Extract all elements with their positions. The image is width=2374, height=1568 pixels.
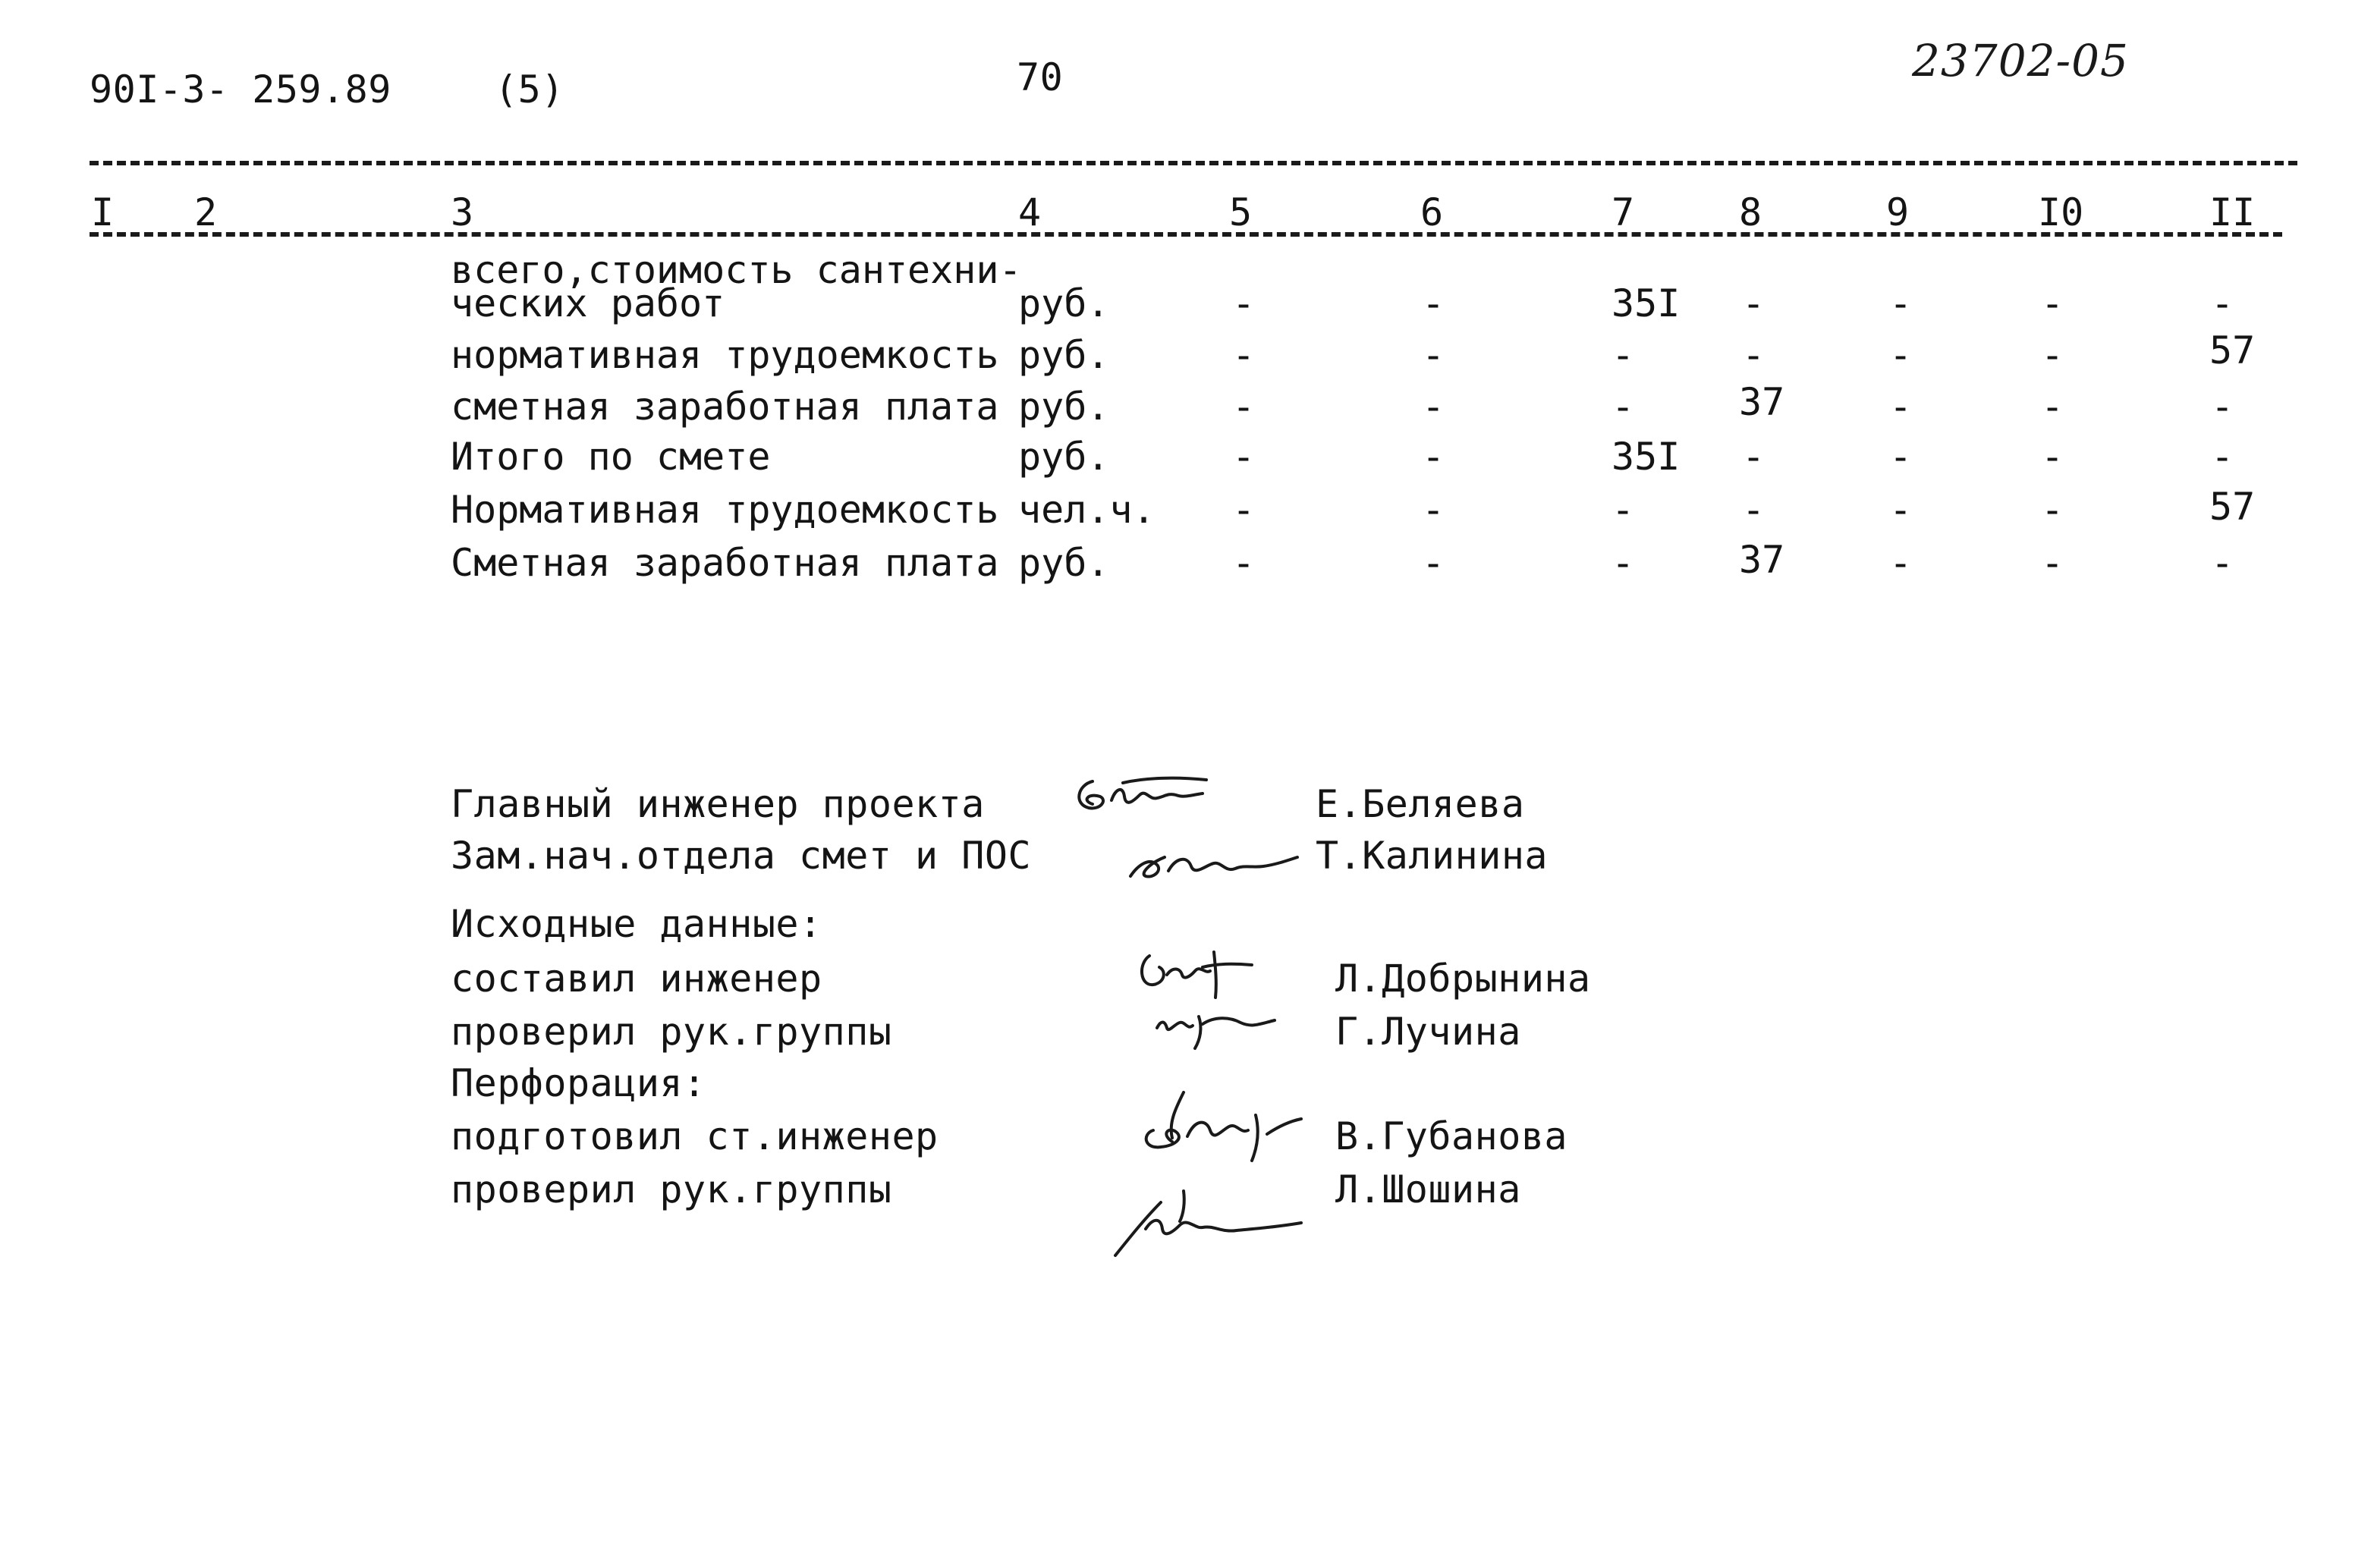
table-row-4-unit: руб. xyxy=(1018,435,1110,479)
table-row-6-col11: - xyxy=(2211,541,2234,585)
table-row-5-col7: - xyxy=(1611,488,1635,532)
table-row-1-col9: - xyxy=(1889,281,1913,325)
table-row-3-col7: - xyxy=(1611,385,1635,429)
table-row-1-description-line2: ческих работ xyxy=(451,281,725,325)
column-number-6: 6 xyxy=(1420,190,1444,234)
table-row-1-col10: - xyxy=(2041,281,2064,325)
deputy-head-role: Зам.нач.отдела смет и ПОС xyxy=(451,834,1032,878)
table-row-4-col6: - xyxy=(1422,435,1445,479)
column-number-8: 8 xyxy=(1739,190,1762,234)
signature-luchina xyxy=(1146,994,1282,1054)
table-row-4-col10: - xyxy=(2041,435,2064,479)
table-row-2-col6: - xyxy=(1422,333,1445,377)
section-number: (5) xyxy=(495,68,564,112)
prepared-by-name: В.Губанова xyxy=(1335,1114,1568,1158)
table-row-6-col7: - xyxy=(1611,541,1635,585)
table-row-5-description: Нормативная трудоемкость xyxy=(451,488,999,532)
document-code: 90I-3- 259.89 xyxy=(90,68,391,112)
table-row-1-col5: - xyxy=(1232,281,1256,325)
table-row-6-col9: - xyxy=(1889,541,1913,585)
signature-dobrynina xyxy=(1130,941,1267,1001)
table-row-1-col11: - xyxy=(2211,281,2234,325)
table-row-1-col6: - xyxy=(1422,281,1445,325)
column-number-3: 3 xyxy=(451,190,474,234)
source-data-heading: Исходные данные: xyxy=(451,902,822,946)
signature-kalinina xyxy=(1123,834,1305,888)
table-row-4-col5: - xyxy=(1232,435,1256,479)
table-row-6-col6: - xyxy=(1422,541,1445,585)
table-row-5-col8: - xyxy=(1742,488,1766,532)
table-row-3-col10: - xyxy=(2041,385,2064,429)
table-row-3-col5: - xyxy=(1232,385,1256,429)
table-row-3-col6: - xyxy=(1422,385,1445,429)
table-row-6-col10: - xyxy=(2041,541,2064,585)
table-row-6-col5: - xyxy=(1232,541,1256,585)
column-number-2: 2 xyxy=(194,190,218,234)
checked-by-1-name: Г.Лучина xyxy=(1335,1010,1521,1054)
table-row-6-unit: руб. xyxy=(1018,541,1110,585)
table-row-1-description-line1: всего,стоимость сантехни- xyxy=(451,248,1022,292)
page-number: 70 xyxy=(1017,55,1064,99)
checked-by-1-role: проверил рук.группы xyxy=(451,1010,892,1054)
deputy-head-name: Т.Калинина xyxy=(1316,834,1549,878)
table-row-5-col9: - xyxy=(1889,488,1913,532)
table-row-1-col7: 35I xyxy=(1611,281,1681,325)
table-row-3-unit: руб. xyxy=(1018,385,1110,429)
table-row-2-col9: - xyxy=(1889,333,1913,377)
column-number-10: I0 xyxy=(2038,190,2084,234)
column-number-4: 4 xyxy=(1018,190,1042,234)
column-number-9: 9 xyxy=(1886,190,1910,234)
table-row-4-col8: - xyxy=(1742,435,1766,479)
perforation-heading: Перфорация: xyxy=(451,1061,706,1105)
table-row-5-col5: - xyxy=(1232,488,1256,532)
table-row-4-col11: - xyxy=(2211,435,2234,479)
checked-by-2-role: проверил рук.группы xyxy=(451,1167,892,1211)
table-row-2-unit: руб. xyxy=(1018,333,1110,377)
archive-number: 23702-05 xyxy=(1912,35,2129,86)
table-row-2-description: нормативная трудоемкость xyxy=(451,333,999,377)
column-number-1: I xyxy=(91,190,115,234)
table-row-3-col8: 37 xyxy=(1739,380,1785,424)
table-row-3-col9: - xyxy=(1889,385,1913,429)
table-row-2-col7: - xyxy=(1611,333,1635,377)
table-row-6-col8: 37 xyxy=(1739,538,1785,582)
table-row-5-col10: - xyxy=(2041,488,2064,532)
table-row-4-col9: - xyxy=(1889,435,1913,479)
column-header-rule xyxy=(90,232,2282,237)
table-row-2-col11: 57 xyxy=(2209,328,2256,372)
signature-shoshina xyxy=(1108,1176,1313,1267)
table-row-2-col5: - xyxy=(1232,333,1256,377)
table-row-6-description: Сметная заработная плата xyxy=(451,541,999,585)
column-number-7: 7 xyxy=(1611,190,1635,234)
column-number-11: II xyxy=(2209,190,2256,234)
table-row-3-col11: - xyxy=(2211,385,2234,429)
prepared-by-role: подготовил ст.инженер xyxy=(451,1114,939,1158)
checked-by-2-name: Л.Шошина xyxy=(1335,1167,1521,1211)
chief-engineer-role: Главный инженер проекта xyxy=(451,782,985,826)
table-row-5-unit: чел.ч. xyxy=(1018,488,1156,532)
table-row-3-description: сметная заработная плата xyxy=(451,385,999,429)
signature-gubanova xyxy=(1130,1077,1305,1176)
chief-engineer-name: Е.Беляева xyxy=(1316,782,1525,826)
table-row-4-col7: 35I xyxy=(1611,435,1681,479)
signature-beliaeva xyxy=(1070,766,1222,827)
table-row-5-col6: - xyxy=(1422,488,1445,532)
table-row-4-description: Итого по смете xyxy=(451,435,771,479)
table-row-2-col10: - xyxy=(2041,333,2064,377)
table-row-5-col11: 57 xyxy=(2209,485,2256,529)
table-top-rule xyxy=(90,161,2297,165)
table-row-1-unit: руб. xyxy=(1018,281,1110,325)
compiled-by-name: Л.Добрынина xyxy=(1335,957,1591,1001)
column-number-5: 5 xyxy=(1229,190,1253,234)
table-row-1-col8: - xyxy=(1742,281,1766,325)
compiled-by-role: составил инженер xyxy=(451,957,822,1001)
table-row-2-col8: - xyxy=(1742,333,1766,377)
